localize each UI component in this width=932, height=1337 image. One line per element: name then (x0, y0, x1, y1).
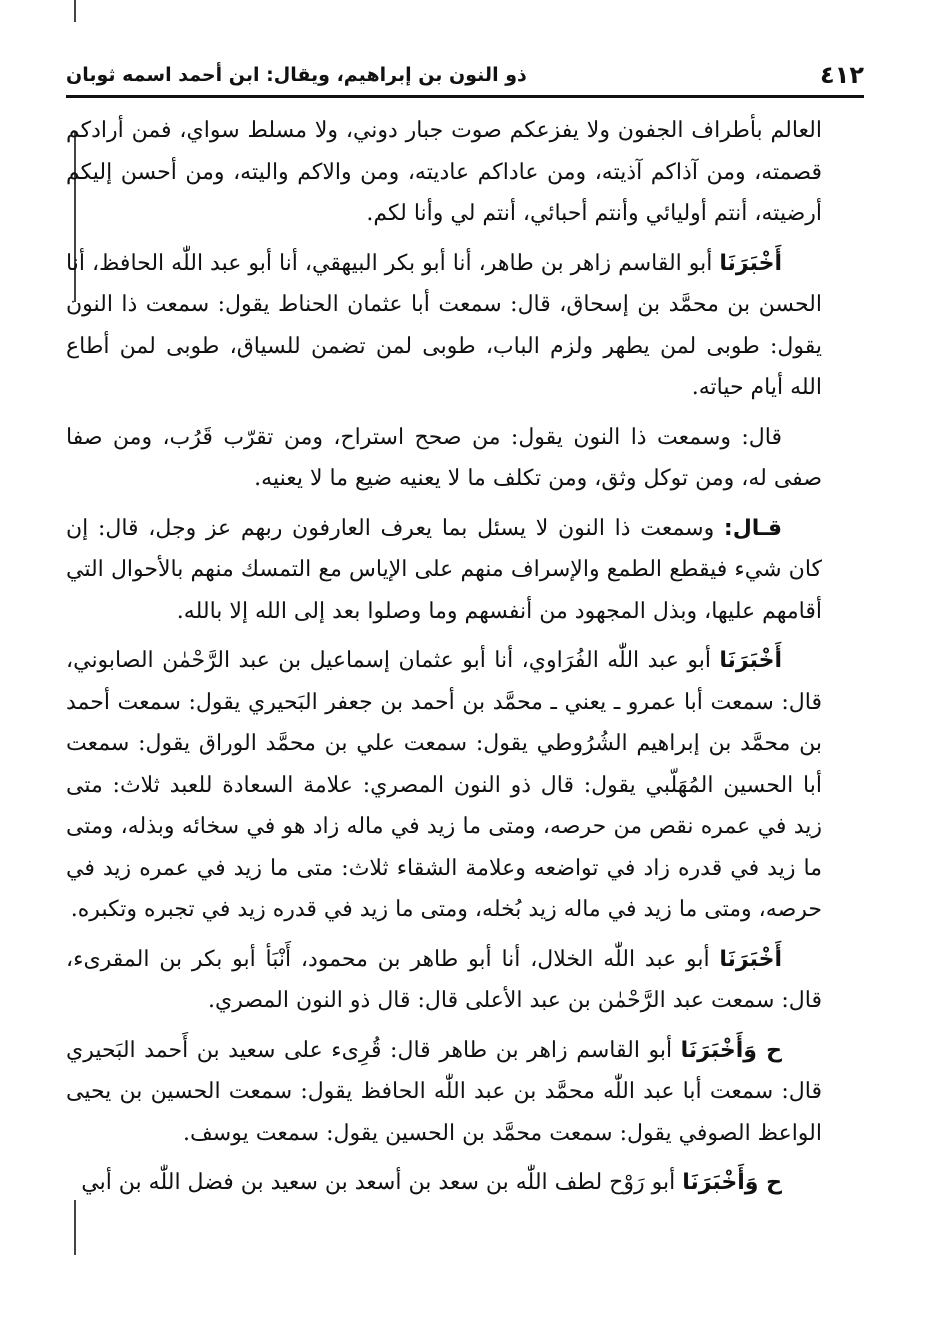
paragraph-text: أبو عبد اللّٰه الخلال، أنا أبو طاهر بن محمود، أَنْبَأ أبو بكر بن المقرىء، قال: سمعت عبد الرَّحْمٰن بن عبد الأعلى قال: قال ذو النون المصري. (66, 946, 822, 1013)
margin-line-top (74, 0, 76, 22)
paragraph-text: أبو عبد اللّٰه الفُرَاوي، أنا أبو عثمان إسماعيل بن عبد الرَّحْمٰن الصابوني، قال: سمعت أبا عمرو ـ يعني ـ محمَّد بن أحمد بن جعفر البَحيري يقول: سمعت أحمد بن محمَّد بن إبراهيم الشُرُوطي يقول: سمعت علي بن محمَّد الوراق يقول: سمعت أبا الحسين المُهَلّبي يقول: قال ذو النون المصري: علامة السعادة للعبد ثلاث: متى زيد في عمره نقص من حرصه، ومتى ما زيد في ماله زاد هو في سخائه وبذله، ومتى ما زيد في قدره زاد في تواضعه وعلامة الشقاء ثلاث: متى ما زيد في عمره زيد في حرصه، ومتى ما زيد في ماله زيد بُخله، ومتى ما زيد في قدره زيد في تجبره وتكبره. (66, 648, 822, 922)
paragraph-text: أبو رَوْح لطف اللّٰه بن سعد بن أسعد بن سعيد بن فضل اللّٰه بن أبي (81, 1170, 683, 1195)
paragraph (66, 417, 822, 500)
paragraph-text: وسمعت ذا النون لا يسئل بما يعرف العارفون ربهم عز وجل، قال: إن كان شيء فيقطع الطمع والإسراف منهم على الإياس مع التمسك منهم بالأحوال التي أقامهم عليها، وبذل المجهود من أنفسهم وما وصلوا بعد إلى الله إلا بالله. (66, 515, 822, 624)
paragraph-text: أبو القاسم زاهر بن طاهر، أنا أبو بكر البيهقي، أنا أبو عبد اللّٰه الحافظ، أنا الحسن بن محمَّد بن إسحاق، قال: سمعت أبا عثمان الحناط يقول: سمعت ذا النون يقول: طوبى لمن يطهر ولزم الباب، طوبى لمن تضمن للسياق، طوبى لمن أطاع الله أيام حياته. (66, 250, 822, 400)
paragraph (66, 243, 822, 409)
paragraph-lead: ح وَأَخْبَرَنَا (682, 1170, 782, 1195)
running-head: ذو النون بن إبراهيم، ويقال: ابن أحمد اسمه ثوبان (66, 64, 527, 86)
paragraph-lead: أَخْبَرَنَا (719, 648, 782, 673)
paragraph-text: أبو القاسم زاهر بن طاهر قال: قُرِىء على سعيد بن أَحمد البَحيري قال: سمعت أبا عبد اللّٰه محمَّد بن عبد اللّٰه الحافظ يقول: سمعت الحسين بن يحيى الواعظ الصوفي يقول: سمعت محمَّد بن الحسين يقول: سمعت يوسف. (66, 1037, 823, 1146)
paragraph (66, 939, 822, 1022)
page-number: ٤١٢ (820, 61, 864, 89)
paragraph-lead: أَخْبَرَنَا (719, 946, 782, 972)
paragraph (66, 110, 822, 235)
paragraph (66, 1030, 822, 1155)
paragraph-text: قال: وسمعت ذا النون يقول: من صحح استراح، ومن تقرّب قَرُب، ومن صفا صفى له، ومن توكل وثق، ومن تكلف ما لا يعنيه ضيع ما لا يعنيه. (66, 424, 822, 491)
paragraph-lead: قـال: (723, 515, 782, 541)
page-body (66, 110, 822, 1212)
paragraph (66, 508, 822, 633)
paragraph-lead: ح وَأَخْبَرَنَا (680, 1037, 782, 1063)
paragraph (66, 640, 822, 931)
paragraph (66, 1162, 822, 1204)
paragraph-lead: أَخْبَرَنَا (719, 250, 782, 276)
paragraph-text: العالم بأطراف الجفون ولا يفزعكم صوت جبار دوني، ولا مسلط سواي، فمن أرادكم قصمته، ومن آذاكم آذيته، ومن عاداكم عاديته، ومن والاكم واليته، ومن أحسن إليكم أرضيته، أنتم أوليائي وأنتم أحبائي، أنتم لي وأنا لكم. (66, 118, 822, 226)
page-header (66, 58, 864, 92)
header-rule (66, 95, 864, 98)
